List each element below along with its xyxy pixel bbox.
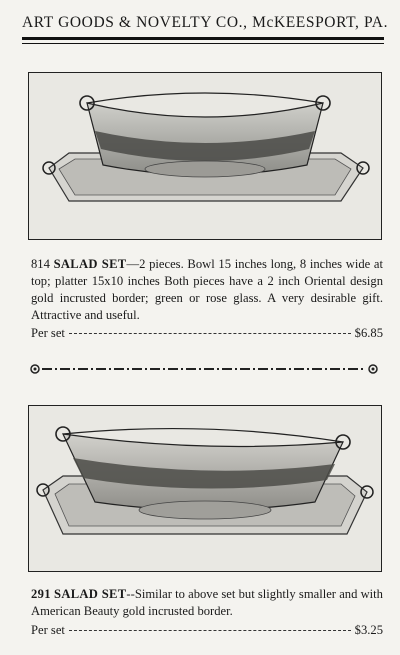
item-814-price: $6.85 (354, 326, 383, 340)
item-814-price-label: Per set (31, 326, 65, 340)
item-291-price: $3.25 (354, 623, 383, 637)
product-photo-814 (28, 72, 382, 240)
item-291-text: Similar to above set but slightly smaller and with American Beauty gold incrusted border. (31, 587, 383, 618)
item-291-price-line (31, 623, 383, 640)
price-leader (69, 333, 351, 334)
item-814-separator: — (126, 257, 140, 271)
item-814-title: SALAD SET (53, 257, 127, 271)
item-814-description (31, 256, 383, 324)
item-291-separator: -- (126, 587, 135, 601)
catalog-header: ART GOODS & NOVELTY CO., McKEESPORT, PA. (22, 14, 389, 31)
item-291-price-label: Per set (31, 623, 65, 637)
salad-set-814-illustration (29, 73, 381, 239)
product-photo-291 (28, 405, 382, 572)
item-291-title: SALAD SET (54, 587, 127, 601)
price-leader (69, 630, 351, 631)
item-814-text: 2 pieces. Bowl 15 inches long, 8 inches wide at top; platter 15x10 inches Both pieces have a 2 inch Oriental design gold incrusted border; green or rose glass. A very desirable gift. Attractive and useful. (31, 257, 384, 322)
item-291-description (31, 586, 383, 620)
item-814-price-line (31, 326, 383, 343)
ornamental-divider (28, 362, 380, 376)
item-814-number: 814 (31, 257, 50, 271)
header-rule-thin (22, 43, 384, 44)
item-291-number: 291 (31, 587, 51, 601)
salad-set-291-illustration (29, 406, 381, 571)
header-rule-thick (22, 37, 384, 40)
